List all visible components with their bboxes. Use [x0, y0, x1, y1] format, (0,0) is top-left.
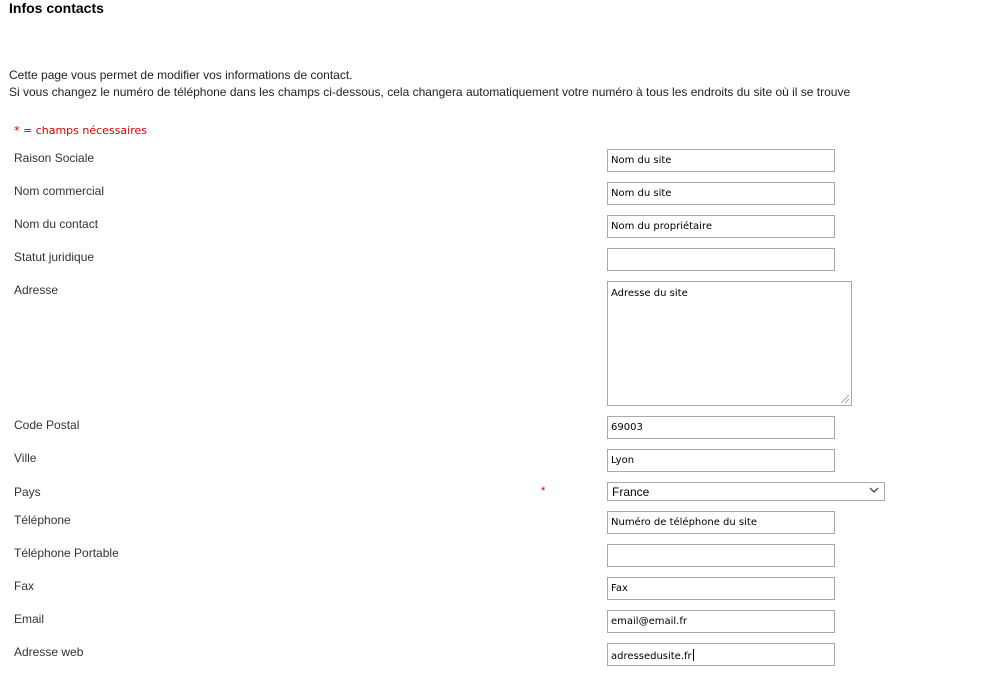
fax-label: Fax [14, 579, 35, 593]
intro-text [9, 67, 850, 101]
nom-contact-input[interactable]: Nom du propriétaire [607, 215, 835, 238]
nom-commercial-label: Nom commercial [14, 184, 105, 198]
telephone-label: Téléphone [14, 513, 71, 527]
fax-input[interactable]: Fax [607, 577, 835, 600]
telephone-portable-input[interactable] [607, 544, 835, 567]
page-title: Infos contacts [9, 0, 104, 16]
resize-grip-icon[interactable] [841, 395, 849, 403]
pays-required-marker: * [541, 485, 546, 497]
raison-sociale-input[interactable]: Nom du site [607, 149, 835, 172]
adresse-value: Adresse du site [611, 288, 688, 299]
telephone-portable-label: Téléphone Portable [14, 546, 119, 560]
statut-juridique-label: Statut juridique [14, 250, 95, 264]
adresse-textarea[interactable] [607, 281, 852, 406]
pays-selected-value: France [612, 485, 650, 499]
intro-line-2: Si vous changez le numéro de téléphone dans les champs ci-dessous, cela changera automatiquement votre numéro à tous les endroits du site où il se trouve [9, 85, 851, 99]
adresse-label: Adresse [14, 283, 59, 297]
ville-label: Ville [14, 451, 37, 465]
intro-line-1: Cette page vous permet de modifier vos informations de contact. [9, 68, 353, 82]
email-input[interactable]: email@email.fr [607, 610, 835, 633]
adresse-web-label: Adresse web [14, 645, 84, 659]
telephone-input[interactable]: Numéro de téléphone du site [607, 511, 835, 534]
statut-juridique-input[interactable] [607, 248, 835, 271]
pays-select[interactable] [607, 482, 885, 501]
code-postal-label: Code Postal [14, 418, 80, 432]
text-cursor [693, 649, 694, 661]
email-label: Email [14, 612, 45, 626]
adresse-web-input[interactable] [607, 643, 835, 666]
nom-contact-label: Nom du contact [14, 217, 99, 231]
ville-input[interactable]: Lyon [607, 449, 835, 472]
required-fields-note: * = champs nécessaires [14, 124, 147, 137]
pays-label: Pays [14, 485, 41, 499]
raison-sociale-label: Raison Sociale [14, 151, 95, 165]
code-postal-input[interactable]: 69003 [607, 416, 835, 439]
adresse-web-value: adressedusite.fr [611, 651, 692, 662]
chevron-down-icon [869, 486, 879, 497]
nom-commercial-input[interactable]: Nom du site [607, 182, 835, 205]
